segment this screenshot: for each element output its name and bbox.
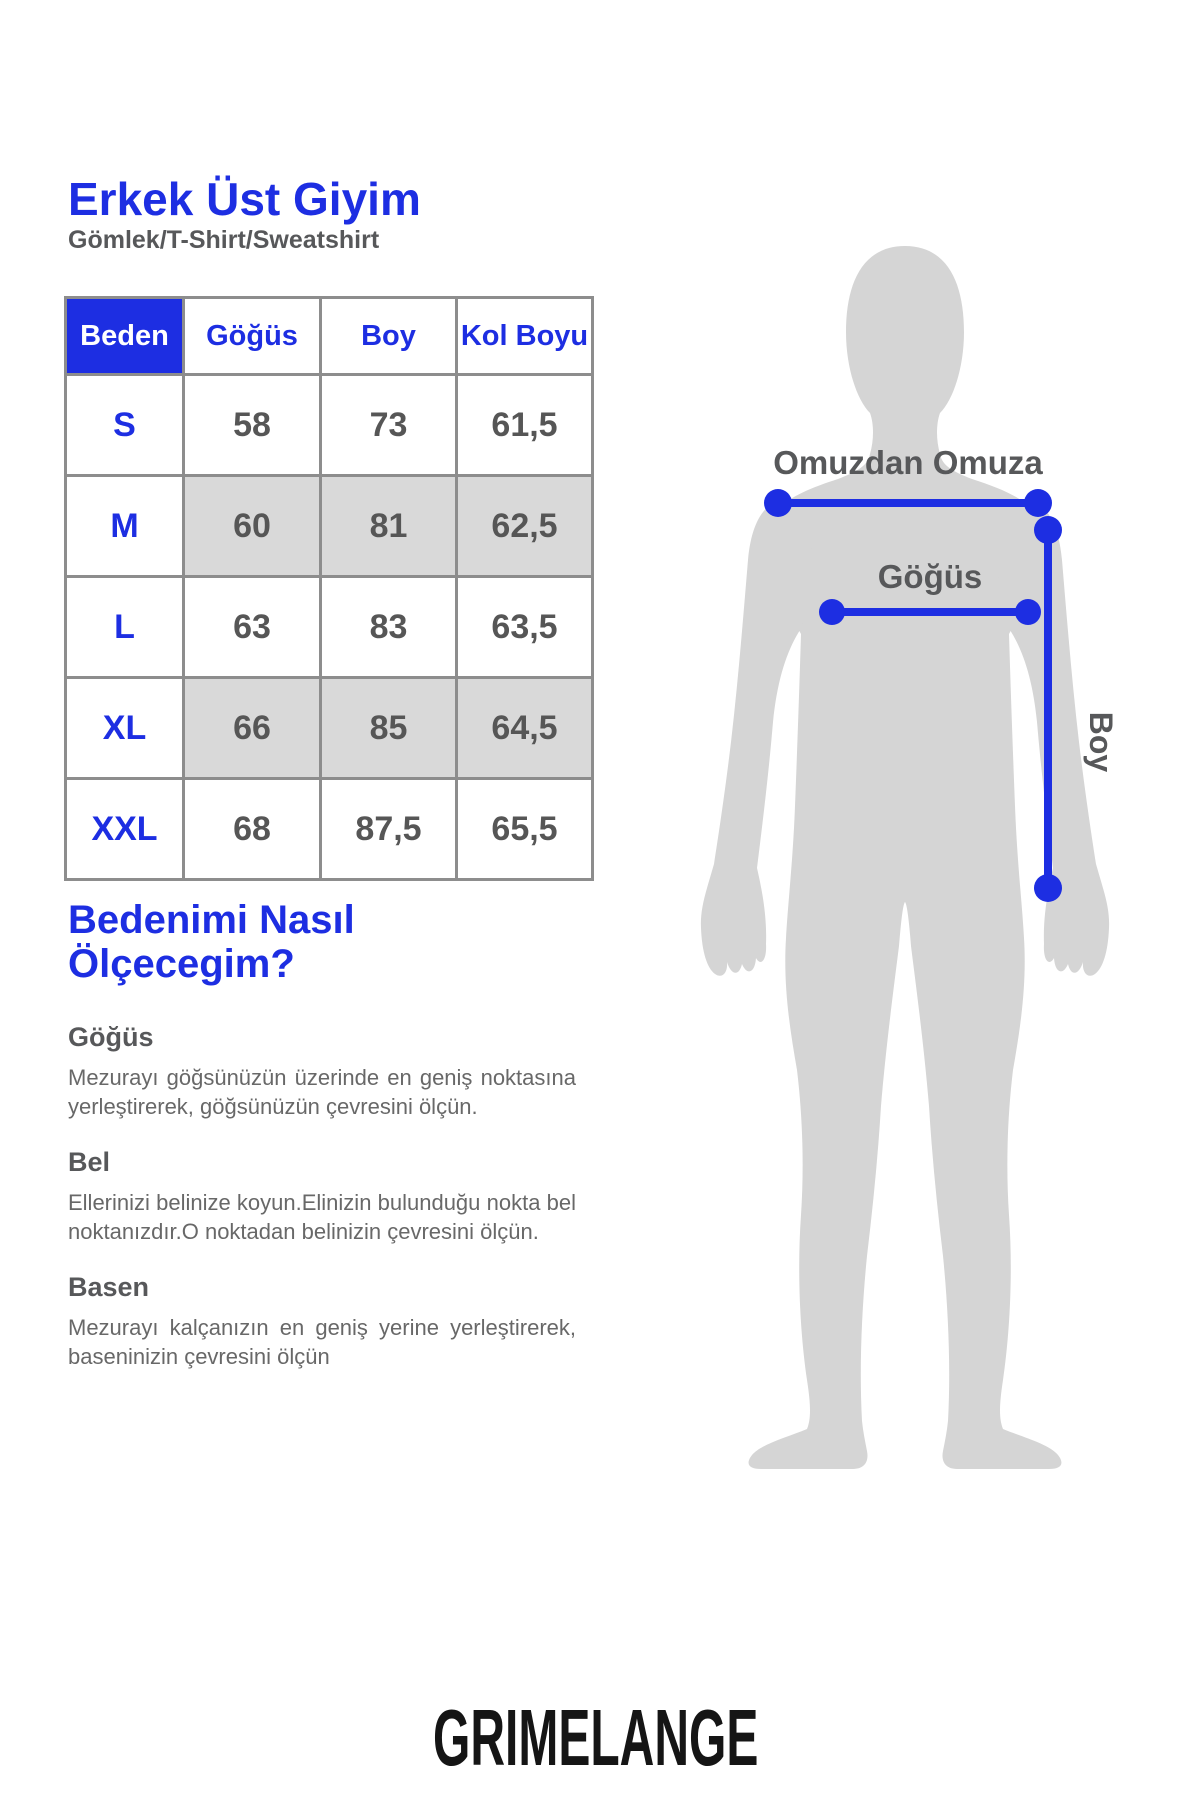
page-title: Erkek Üst Giyim <box>68 173 421 225</box>
sleeve-value: 65,5 <box>457 779 593 880</box>
length-value: 83 <box>321 577 457 678</box>
guide-section-title-bel: Bel <box>68 1147 111 1177</box>
sleeve-value: 63,5 <box>457 577 593 678</box>
length-line-bottom-dot <box>1034 874 1062 902</box>
length-value: 73 <box>321 375 457 476</box>
chest-value: 60 <box>184 476 321 577</box>
chest-value: 58 <box>184 375 321 476</box>
header-cell-gogus: Göğüs <box>184 298 321 375</box>
header-cell-kol-boyu: Kol Boyu <box>457 298 593 375</box>
sleeve-value: 64,5 <box>457 678 593 779</box>
header-cell-beden: Beden <box>66 298 184 375</box>
length-line-top-dot <box>1034 516 1062 544</box>
size-label: M <box>66 476 184 577</box>
sleeve-value: 61,5 <box>457 375 593 476</box>
chest-value: 63 <box>184 577 321 678</box>
brand-logo: GRIMELANGE <box>433 1693 759 1782</box>
sleeve-value: 62,5 <box>457 476 593 577</box>
table-row-s <box>66 375 593 476</box>
measure-guide <box>68 898 576 1397</box>
shoulder-measure-label: Omuzdan Omuza <box>773 444 1043 481</box>
length-measure-label: Boy <box>1083 711 1119 773</box>
table-row-l <box>66 577 593 678</box>
length-value: 81 <box>321 476 457 577</box>
table-row-m <box>66 476 593 577</box>
table-row-xxl <box>66 779 593 880</box>
body-measurement-diagram <box>600 230 1200 1480</box>
size-label: L <box>66 577 184 678</box>
guide-section-text-gogus: Mezurayı göğsünüzün üzerinde en geniş noktasına yerleştirerek, göğsünüzün çevresini ölçün. <box>68 1065 576 1119</box>
page-subtitle: Gömlek/T-Shirt/Sweatshirt <box>68 226 380 254</box>
guide-section-title-gogus: Göğüs <box>68 1022 154 1052</box>
chest-measure-label: Göğüs <box>877 558 983 595</box>
length-value: 85 <box>321 678 457 779</box>
shoulder-line-right-dot <box>1024 489 1052 517</box>
size-label: S <box>66 375 184 476</box>
header-cell-boy: Boy <box>321 298 457 375</box>
chest-value: 68 <box>184 779 321 880</box>
chest-line-left-dot <box>819 599 845 625</box>
chest-value: 66 <box>184 678 321 779</box>
guide-section-title-basen: Basen <box>68 1272 150 1302</box>
guide-section-text-basen: Mezurayı kalçanızın en geniş yerine yerleştirerek, baseninizin çevresini ölçün <box>68 1315 576 1369</box>
body-silhouette <box>749 246 1062 1469</box>
chest-line-right-dot <box>1015 599 1041 625</box>
measure-guide-heading: Bedenimi Nasıl Ölçecegim? <box>68 898 355 986</box>
table-row-xl <box>66 678 593 779</box>
size-table <box>64 296 594 881</box>
size-label: XL <box>66 678 184 779</box>
shoulder-line-left-dot <box>764 489 792 517</box>
guide-section-text-bel: Ellerinizi belinize koyun.Elinizin bulunduğu nokta bel noktanızdır.O noktadan belinizin çevresini ölçün. <box>68 1190 576 1244</box>
size-label: XXL <box>66 779 184 880</box>
length-value: 87,5 <box>321 779 457 880</box>
size-table-header-row <box>66 298 593 375</box>
